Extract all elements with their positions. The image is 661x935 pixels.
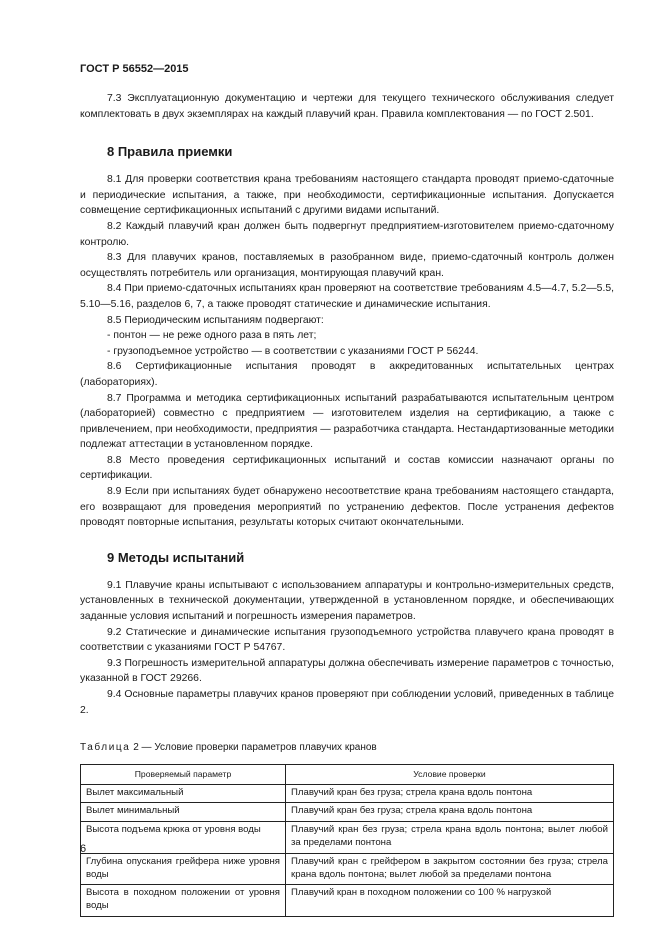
paragraph-9-2: 9.2 Статические и динамические испытания грузоподъемного устройства плавучего крана проводят в соответствии с указаниями ГОСТ Р 54767. <box>80 626 614 654</box>
table-row <box>81 885 614 917</box>
table-cell-condition: Плавучий кран без груза; стрела крана вдоль понтона <box>286 803 614 822</box>
paragraph-8-3: 8.3 Для плавучих кранов, поставляемых в разобранном виде, приемо-сдаточный контроль должен осуществлять потребитель или организация, монтирующая плавучий кран. <box>80 252 614 279</box>
paragraph-9-4: 9.4 Основные параметры плавучих кранов проверяют при соблюдении условий, приведенных в таблице 2. <box>80 689 614 716</box>
table-cell-condition: Плавучий кран без груза; стрела крана вдоль понтона <box>286 784 614 803</box>
table-caption-text: 2 — Условие проверки параметров плавучих кранов <box>130 742 377 754</box>
paragraph-7-3: 7.3 Эксплуатационную документацию и чертежи для текущего технического обслуживания следует комплектовать в двух экземплярах на каждый плавучий кран. Правила комплектования — по ГОСТ 2.501. <box>80 93 614 120</box>
table-row <box>81 803 614 822</box>
paragraph-8-2: 8.2 Каждый плавучий кран должен быть подвергнут предприятием-изготовителем приемо-сдаточному контролю. <box>80 220 614 248</box>
table-row <box>81 853 614 885</box>
paragraph-8-6: 8.6 Сертификационные испытания проводят в аккредитованных испытательных центрах (лабораториях). <box>80 361 614 388</box>
paragraph-8-9: 8.9 Если при испытаниях будет обнаружено несоответствие крана требованиям настоящего стандарта, его возвращают для проведения мероприятий по устранению дефектов. После устранения дефектов проводят повторные испытания, результаты которых считают окончательными. <box>80 486 614 529</box>
table-cell-condition: Плавучий кран в походном положении со 100 % нагрузкой <box>286 885 614 917</box>
section-9-title: 9 Методы испытаний <box>107 549 245 565</box>
table-row <box>81 822 614 854</box>
paragraph-9-1: 9.1 Плавучие краны испытывают с использованием аппаратуры и контрольно-измерительных средств, установленных в технической документации, утвержденной в установленном порядке, и обеспечивающих заданные условия испытаний и погрешность измерения параметров. <box>80 579 614 623</box>
document-body <box>80 91 614 917</box>
table-cell-parameter: Высота в походном положении от уровня воды <box>81 885 286 917</box>
section-8-title: 8 Правила приемки <box>107 144 233 160</box>
table-caption-word: Таблица <box>80 742 131 754</box>
table-2-caption <box>80 740 614 756</box>
list-item-pontoon: - понтон — не реже одного раза в пять лет; <box>107 330 317 342</box>
table-header-condition: Условие проверки <box>286 764 614 784</box>
table-cell-parameter: Глубина опускания грейфера ниже уровня воды <box>81 853 286 885</box>
document-header-code: ГОСТ Р 56552—2015 <box>80 63 189 75</box>
paragraph-8-8: 8.8 Место проведения сертификационных испытаний и состав комиссии назначают органы по сертификации. <box>80 454 614 482</box>
table-cell-condition: Плавучий кран без груза; стрела крана вдоль понтона; вылет любой за пределами понтона <box>286 822 614 854</box>
paragraph-8-5: 8.5 Периодическим испытаниям подвергают: <box>107 314 324 326</box>
page-number: 6 <box>80 843 87 855</box>
table-2 <box>80 764 614 917</box>
paragraph-9-3: 9.3 Погрешность измерительной аппаратуры должна обеспечивать измерение параметров с точностью, указанной в ГОСТ 29266. <box>80 657 614 685</box>
table-row <box>81 784 614 803</box>
paragraph-8-4: 8.4 При приемо-сдаточных испытаниях кран проверяют на соответствие требованиям 4.5—4.7, 5.2—5.5, 5.10—5.16, разделов 6, 7, а также проводят статические и динамические испытания. <box>80 283 614 310</box>
table-cell-parameter: Вылет максимальный <box>81 784 286 803</box>
table-header-row <box>81 764 614 784</box>
paragraph-8-7: 8.7 Программа и методика сертификационных испытаний разрабатываются испытательным центром (лабораторией) совместно с предприятием — изготовителем изделия на сертификацию, а также с привлечением, при необходимости, предприятия — разработчика стандарта. Нестандартизованные методики подлежат аттестации в установленном порядке. <box>80 392 614 451</box>
table-header-parameter: Проверяемый параметр <box>81 764 286 784</box>
table-cell-parameter: Вылет минимальный <box>81 803 286 822</box>
list-item-lifting-device: - грузоподъемное устройство — в соответствии с указаниями ГОСТ Р 56244. <box>107 345 479 357</box>
paragraph-8-1: 8.1 Для проверки соответствия крана требованиям настоящего стандарта проводят приемо-сдаточные и периодические испытания, а также, при необходимости, сертификационные испытания. Допускается совмещение сертификационных испытаний с другими видами испытаний. <box>80 174 614 217</box>
table-cell-condition: Плавучий кран с грейфером в закрытом состоянии без груза; стрела крана вдоль понтона; вылет любой за пределами понтона <box>286 853 614 885</box>
table-cell-parameter: Высота подъема крюка от уровня воды <box>81 822 286 854</box>
